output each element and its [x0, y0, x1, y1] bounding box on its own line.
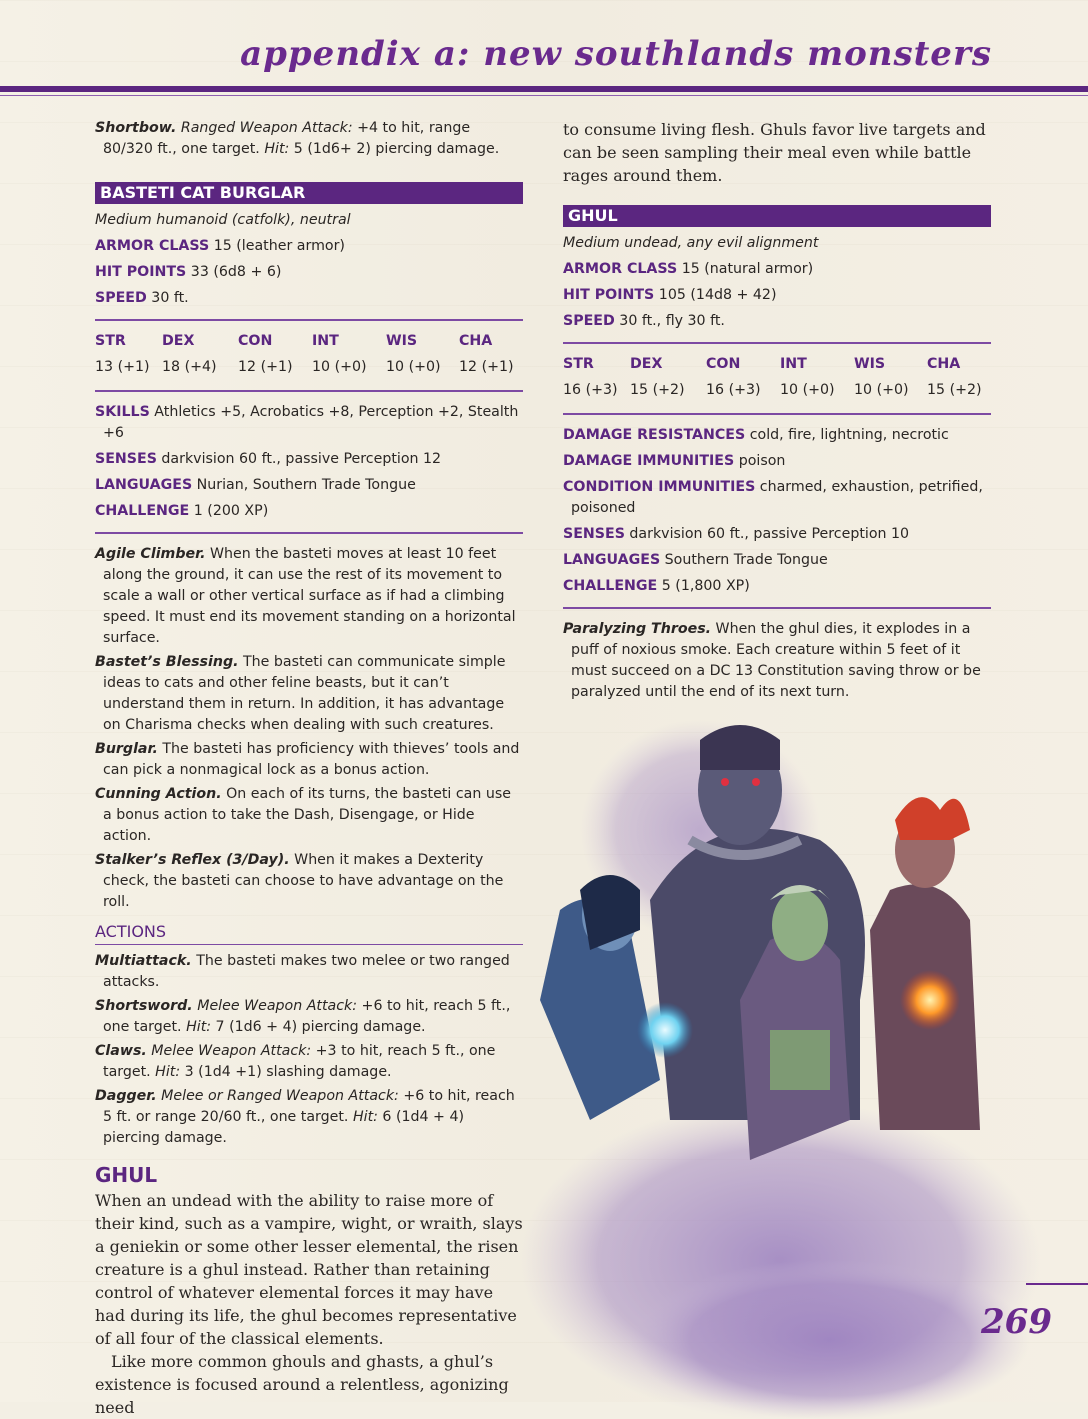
action-multiattack: Multiattack. The basteti makes two melee or two ranged attacks. [95, 953, 510, 990]
basteti-languages: LANGUAGES Nurian, Southern Trade Tongue [95, 477, 416, 493]
ghul-condition-immunities: CONDITION IMMUNITIES charmed, exhaustion, petrified, poisoned [563, 479, 983, 516]
ghul-challenge: CHALLENGE 5 (1,800 XP) [563, 578, 750, 594]
divider [563, 413, 991, 415]
ghul-section-title: GHUL [95, 1163, 158, 1187]
left-column [95, 118, 523, 1419]
shortbow-action: Shortbow. Ranged Weapon Attack: +4 to hit, range 80/320 ft., one target. Hit: 5 (1d6+ 2) piercing damage. [95, 120, 500, 157]
ghul-damage-resistances: DAMAGE RESISTANCES cold, fire, lightning, necrotic [563, 427, 949, 443]
ghul-lore-paragraph-2: Like more common ghouls and ghasts, a ghul’s existence is focused around a relentless, agonizing need [95, 1352, 509, 1417]
ghul-lore-continued: to consume living flesh. Ghuls favor live targets and can be seen sampling their meal even while battle rages around them. [563, 120, 986, 185]
divider [563, 342, 991, 344]
basteti-senses: SENSES darkvision 60 ft., passive Perception 12 [95, 451, 442, 467]
basteti-speed: SPEED 30 ft. [95, 290, 189, 306]
divider [563, 607, 991, 609]
trait-burglar: Burglar. The basteti has proficiency with thieves’ tools and can pick a nonmagical lock as a bonus action. [95, 741, 520, 778]
ghul-languages: LANGUAGES Southern Trade Tongue [563, 552, 828, 568]
basteti-stat-heading: BASTETI CAT BURGLAR [95, 182, 523, 204]
trait-stalkers-reflex: Stalker’s Reflex (3/Day). When it makes a Dexterity check, the basteti can choose to have advantage on the roll. [95, 852, 504, 910]
page-number: 269 [981, 1302, 1052, 1342]
right-column [563, 118, 991, 706]
basteti-skills: SKILLS Athletics +5, Acrobatics +8, Perception +2, Stealth +6 [95, 404, 519, 441]
action-shortsword: Shortsword. Melee Weapon Attack: +6 to hit, reach 5 ft., one target. Hit: 7 (1d6 + 4) piercing damage. [95, 998, 511, 1035]
fire-orb [900, 970, 960, 1030]
ghul-type: Medium undead, any evil alignment [563, 235, 819, 251]
ghul-stat-heading: GHUL [563, 205, 991, 227]
divider [95, 532, 523, 534]
ghul-damage-immunities: DAMAGE IMMUNITIES poison [563, 453, 786, 469]
ice-orb [637, 1002, 693, 1058]
basteti-ability-scores: STR DEX CON INT WIS CHA 13 (+1) 18 (+4) 12 (+1) 10 (+0) 10 (+0) 12 (+1) [95, 333, 514, 375]
divider [95, 319, 523, 321]
header-rule-thin [0, 95, 1088, 96]
ghul-hp: HIT POINTS 105 (14d8 + 42) [563, 287, 777, 303]
trait-paralyzing-throes: Paralyzing Throes. When the ghul dies, it explodes in a puff of noxious smoke. Each creature within 5 feet of it must succeed on a DC 13 Constitution saving throw or be paralyzed until the end of its next turn. [563, 621, 981, 700]
actions-rule [95, 944, 523, 945]
ghul-ability-scores: STR DEX CON INT WIS CHA 16 (+3) 15 (+2) 16 (+3) 10 (+0) 10 (+0) 15 (+2) [563, 356, 982, 398]
action-claws: Claws. Melee Weapon Attack: +3 to hit, reach 5 ft., one target. Hit: 3 (1d4 +1) slashing damage. [95, 1043, 496, 1080]
ghul-illustration [500, 700, 1060, 1402]
ghul-lore-paragraph-1: When an undead with the ability to raise more of their kind, such as a vampire, wight, or wraith, slays a geniekin or some other lesser elemental, the risen creature is a ghul instead. Rather than retaining control of whatever elemental forces it may have had during its life, the ghul becomes representative of all four of the classical elements. [95, 1191, 523, 1348]
header-rule [0, 86, 1088, 92]
ghul-speed: SPEED 30 ft., fly 30 ft. [563, 313, 725, 329]
basteti-ac: ARMOR CLASS 15 (leather armor) [95, 238, 345, 254]
trait-cunning-action: Cunning Action. On each of its turns, the basteti can use a bonus action to take the Dash, Disengage, or Hide action. [95, 786, 511, 844]
divider [95, 390, 523, 392]
running-header: appendix a: new southlands monsters [240, 34, 992, 74]
basteti-hp: HIT POINTS 33 (6d8 + 6) [95, 264, 282, 280]
page-number-rule [1026, 1283, 1088, 1285]
trait-agile-climber: Agile Climber. When the basteti moves at least 10 feet along the ground, it can use the rest of its movement to scale a wall or other vertical surface as if had a climbing speed. It must end its movement standing on a horizontal surface. [95, 546, 516, 646]
trait-bastets-blessing: Bastet’s Blessing. The basteti can communicate simple ideas to cats and other feline beasts, but it can’t understand them in return. In addition, it has advantage on Charisma checks when dealing with such creatures. [95, 654, 506, 733]
basteti-type: Medium humanoid (catfolk), neutral [95, 212, 351, 228]
actions-heading: ACTIONS [95, 922, 167, 941]
action-dagger: Dagger. Melee or Ranged Weapon Attack: +6 to hit, reach 5 ft. or range 20/60 ft., one target. Hit: 6 (1d4 + 4) piercing damage. [95, 1088, 515, 1146]
ghul-ac: ARMOR CLASS 15 (natural armor) [563, 261, 814, 277]
basteti-challenge: CHALLENGE 1 (200 XP) [95, 503, 269, 519]
ghul-senses: SENSES darkvision 60 ft., passive Perception 10 [563, 526, 910, 542]
